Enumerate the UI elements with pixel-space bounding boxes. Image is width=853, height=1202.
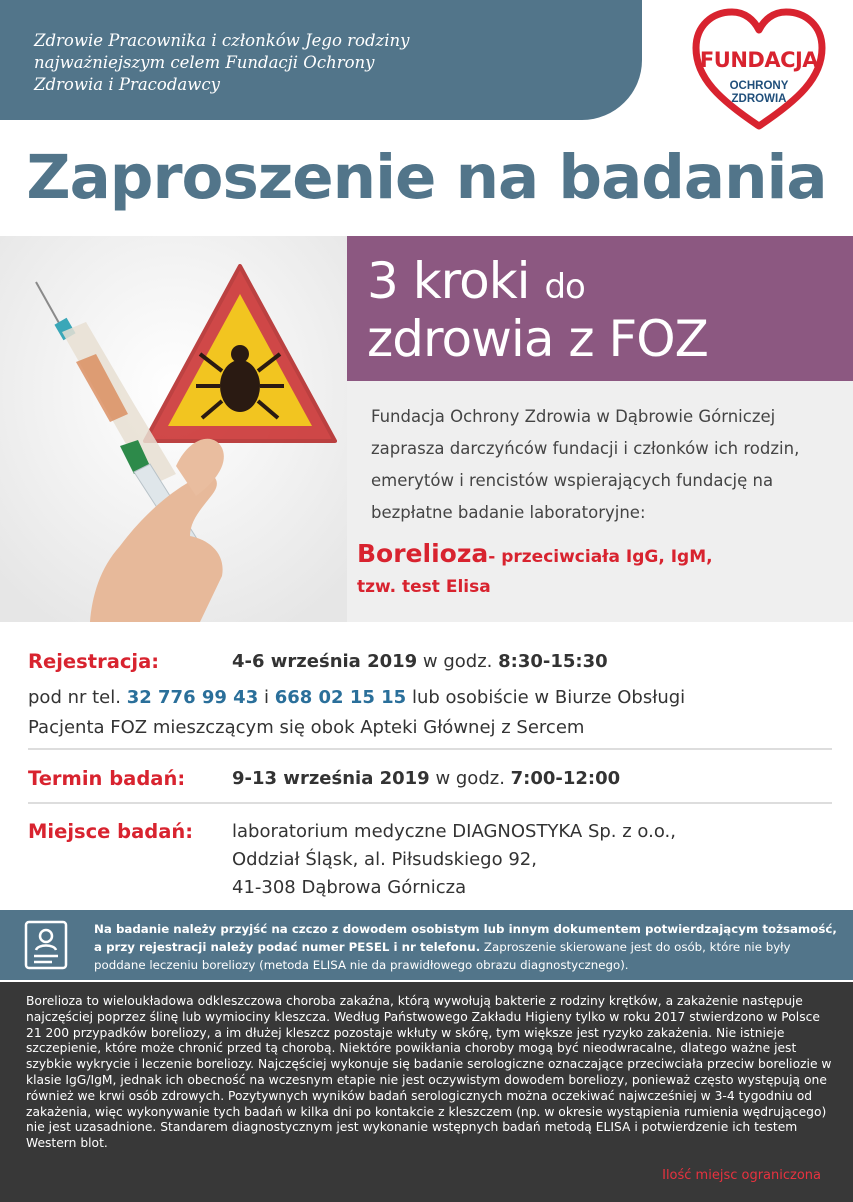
phone-number-1[interactable]: 32 776 99 43 (126, 687, 259, 708)
top-banner (0, 0, 642, 120)
syringe-photo (0, 236, 347, 622)
exam-label: Termin badań: (28, 767, 186, 790)
headline-box (347, 236, 853, 381)
place-line1: laboratorium medyczne DIAGNOSTYKA Sp. z o.o., (232, 821, 676, 842)
place-label: Miejsce badań: (28, 820, 194, 843)
logo-sub-line2: ZDROWIA (731, 93, 787, 105)
foundation-logo (690, 8, 828, 132)
place-line3: 41-308 Dąbrowa Górnicza (232, 877, 467, 898)
intro-box (347, 381, 853, 622)
logo-sub-line1: OCHRONY (729, 80, 789, 92)
id-card-icon (24, 920, 70, 970)
test-desc: tzw. test Elisa (357, 577, 491, 597)
page-title: Zaproszenie na badania (26, 142, 827, 213)
headline-line1: 3 kroki do (367, 252, 585, 310)
registration-label: Rejestracja: (28, 650, 160, 673)
divider (28, 802, 832, 804)
registration-phones: pod nr tel. 32 776 99 43 i 668 02 15 15 lub osobiście w Biurze Obsługi (28, 687, 686, 708)
place-line2: Oddział Śląsk, al. Piłsudskiego 92, (232, 849, 537, 870)
test-name: Borelioza- przeciwciała IgG, IgM, (357, 539, 713, 568)
intro-text: Fundacja Ochrony Zdrowia w Dąbrowie Górniczej zaprasza darczyńców fundacji i członków ich rodzin, emerytów i rencistów wspierających fundację na bezpłatne badanie laboratoryjne: (371, 407, 800, 522)
footer-info (0, 982, 853, 1202)
exam-value: 9-13 września 2019 w godz. 7:00-12:00 (232, 768, 621, 789)
divider (28, 748, 832, 750)
limited-places-note: Ilość miejsc ograniczona (662, 1168, 821, 1183)
phone-number-2[interactable]: 668 02 15 15 (274, 687, 407, 708)
notice-text: Na badanie należy przyjść na czczo z dowodem osobistym lub innym dokumentem potwierdzającym tożsamość, a przy rejestracji należy podać numer PESEL i nr telefonu. Zaproszenie skierowane jest do osób, które nie były poddane leczeniu boreliozy (metoda ELISA nie da prawidłowego obrazu diagnostycznego). (94, 922, 837, 972)
registration-location: Pacjenta FOZ mieszczącym się obok Apteki Głównej z Sercem (28, 717, 585, 738)
registration-value: 4-6 września 2019 w godz. 8:30-15:30 (232, 651, 608, 672)
notice-banner (0, 910, 853, 980)
borreliosis-description: Borelioza to wieloukładowa odkleszczowa choroba zakaźna, którą wywołują bakterie z rodziny krętków, a zakażenie następuje najczęściej poprzez ślinę lub wymiociny kleszcza. Według Państwowego Zakładu Higieny tylko w roku 2017 stwierdzono w Polsce 21 200 przypadków boreliozy, a im dłużej kleszcz pozostaje wkłuty w skórę, tym większe jest ryzyko zakażenia. Nie istnieje szczepienie, które może chronić przed tą chorobą. Niektóre powikłania choroby mogą być nieodwracalne, dlatego ważne jest szybkie wykrycie i leczenie boreliozy. Najczęściej wykonuje się badanie serologiczne oznaczające przeciwciała przeciw boreliozie w klasie IgG/IgM, jednak ich obecność na wczesnym etapie nie jest oczywistym dowodem boreliozy, ponieważ często występują one również we krwi osób zdrowych. Pozytywnych wyników badań serologicznych można oczekiwać najwcześniej w 3-4 tygodniu od zakażenia, więc wykonywanie tych badań w kilka dni po kontakcie z kleszczem (np. w okresie wystąpienia rumienia wędrującego) nie jest uzasadnione. Standarem diagnostycznym jest wykonanie wstępnych badań metodą ELISA i potwierdzenie ich testem Western blot. (26, 994, 832, 1151)
foundation-motto: Zdrowie Pracownika i członków Jego rodziny najważniejszym celem Fundacji Ochrony Zdrowia i Pracodawcy (34, 31, 410, 94)
logo-brand: FUNDACJA (699, 48, 819, 72)
headline-line2: zdrowia z FOZ (367, 310, 708, 368)
